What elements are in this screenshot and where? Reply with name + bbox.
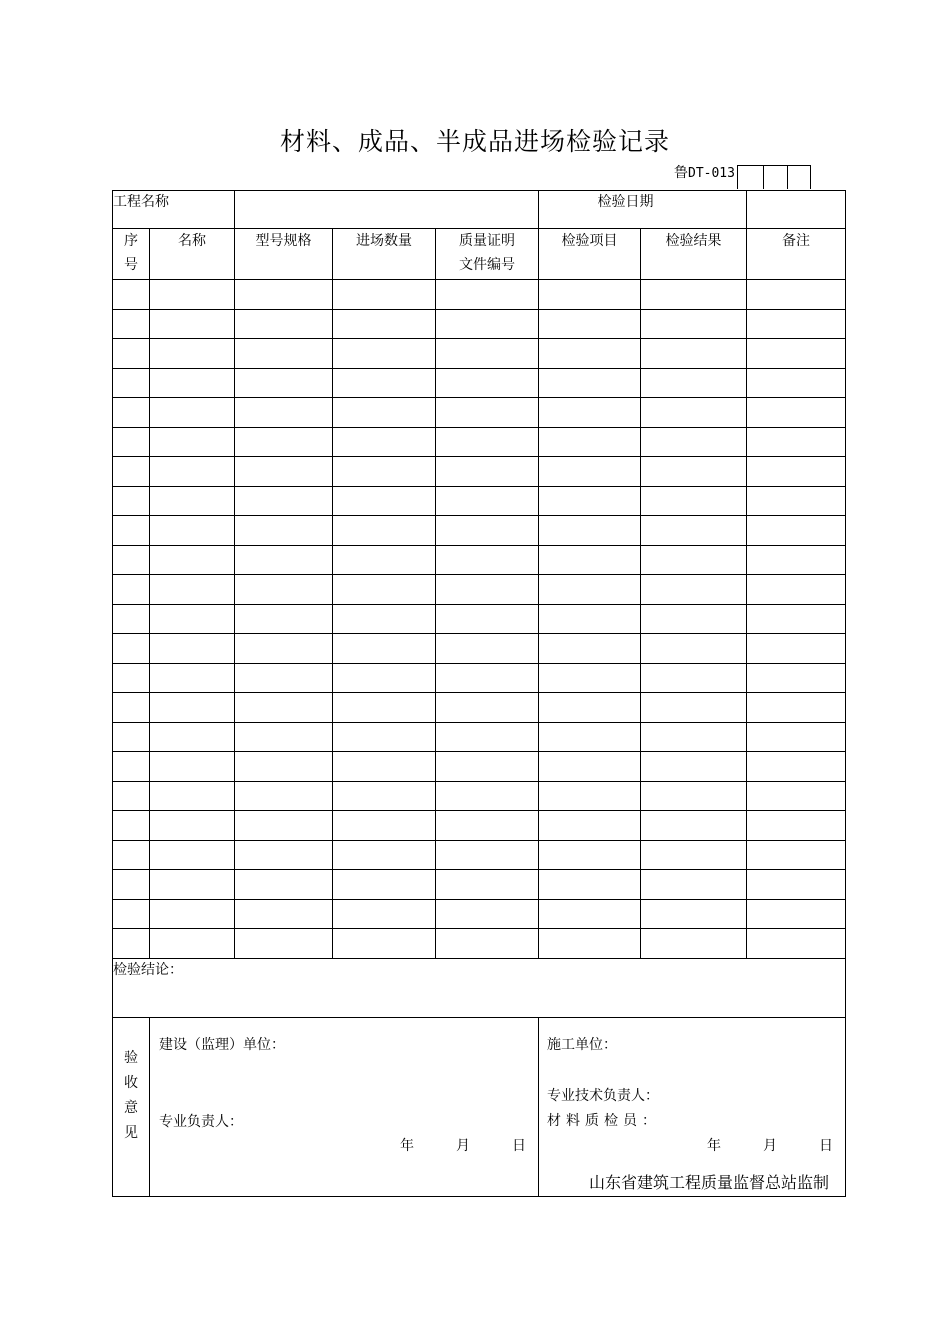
table-cell[interactable] (150, 929, 235, 959)
table-cell[interactable] (113, 663, 150, 693)
table-cell[interactable] (641, 516, 747, 546)
table-cell[interactable] (436, 486, 539, 516)
table-cell[interactable] (539, 516, 641, 546)
table-cell[interactable] (747, 457, 846, 487)
table-cell[interactable] (150, 663, 235, 693)
table-row (113, 870, 846, 900)
table-cell[interactable] (333, 634, 436, 664)
table-row (113, 575, 846, 605)
table-cell[interactable] (747, 339, 846, 369)
conclusion-label: 检验结论： (113, 961, 183, 978)
col-header-result: 检验结果 (641, 229, 747, 280)
table-cell[interactable] (539, 604, 641, 634)
table-row (113, 634, 846, 664)
inspection-date-field[interactable] (747, 191, 846, 229)
form-code-prefix: 鲁 (674, 165, 688, 181)
table-cell[interactable] (436, 722, 539, 752)
table-cell[interactable] (436, 368, 539, 398)
table-cell[interactable] (113, 840, 150, 870)
table-cell[interactable] (747, 398, 846, 428)
table-cell[interactable] (333, 575, 436, 605)
table-cell[interactable] (539, 781, 641, 811)
form-title: 材料、成品、半成品进场检验记录 (279, 127, 670, 156)
table-cell[interactable] (235, 722, 333, 752)
table-cell[interactable] (235, 604, 333, 634)
table-cell[interactable] (641, 781, 747, 811)
table-cell[interactable] (539, 752, 641, 782)
table-cell[interactable] (333, 840, 436, 870)
table-cell[interactable] (235, 693, 333, 723)
table-cell[interactable] (150, 781, 235, 811)
table-cell[interactable] (436, 663, 539, 693)
table-cell[interactable] (641, 545, 747, 575)
table-cell[interactable] (747, 634, 846, 664)
table-cell[interactable] (436, 634, 539, 664)
table-cell[interactable] (539, 634, 641, 664)
table-cell[interactable] (150, 693, 235, 723)
table-cell[interactable] (436, 516, 539, 546)
table-cell[interactable] (150, 309, 235, 339)
table-cell[interactable] (333, 929, 436, 959)
table-cell[interactable] (436, 457, 539, 487)
contractor-date: 年 月 日 (707, 1137, 834, 1154)
table-cell[interactable] (747, 368, 846, 398)
table-cell[interactable] (333, 486, 436, 516)
table-cell[interactable] (333, 368, 436, 398)
table-cell[interactable] (539, 722, 641, 752)
table-cell[interactable] (333, 280, 436, 310)
table-cell[interactable] (113, 899, 150, 929)
table-cell[interactable] (539, 457, 641, 487)
table-cell[interactable] (333, 811, 436, 841)
table-cell[interactable] (539, 575, 641, 605)
table-row (113, 899, 846, 929)
table-cell[interactable] (436, 398, 539, 428)
table-row (113, 545, 846, 575)
owner-unit-label: 建设（监理）单位： (159, 1036, 285, 1053)
table-cell[interactable] (747, 604, 846, 634)
table-cell[interactable] (333, 339, 436, 369)
table-cell[interactable] (641, 693, 747, 723)
col-header-model-spec: 型号规格 (235, 229, 333, 280)
col-header-cert-number: 质量证明 文件编号 (436, 229, 539, 280)
table-cell[interactable] (747, 693, 846, 723)
table-cell[interactable] (747, 929, 846, 959)
table-cell[interactable] (235, 634, 333, 664)
owner-signature-cell[interactable] (150, 1017, 539, 1196)
table-cell[interactable] (235, 486, 333, 516)
table-cell[interactable] (641, 899, 747, 929)
table-cell[interactable] (113, 486, 150, 516)
table-cell[interactable] (113, 545, 150, 575)
table-cell[interactable] (113, 693, 150, 723)
table-cell[interactable] (150, 457, 235, 487)
table-cell[interactable] (747, 781, 846, 811)
table-cell[interactable] (436, 781, 539, 811)
table-cell[interactable] (539, 899, 641, 929)
table-cell[interactable] (436, 545, 539, 575)
table-cell[interactable] (539, 870, 641, 900)
table-cell[interactable] (150, 811, 235, 841)
table-cell[interactable] (539, 398, 641, 428)
table-cell[interactable] (539, 427, 641, 457)
table-cell[interactable] (333, 693, 436, 723)
table-cell[interactable] (747, 486, 846, 516)
table-cell[interactable] (150, 398, 235, 428)
table-cell[interactable] (747, 545, 846, 575)
table-cell[interactable] (150, 722, 235, 752)
table-cell[interactable] (333, 752, 436, 782)
table-cell[interactable] (436, 811, 539, 841)
contractor-inspector-label: 材料质检员： (547, 1112, 662, 1129)
table-cell[interactable] (150, 575, 235, 605)
table-cell[interactable] (235, 339, 333, 369)
owner-date: 年 月 日 (400, 1137, 527, 1154)
table-cell[interactable] (235, 870, 333, 900)
table-cell[interactable] (641, 811, 747, 841)
table-cell[interactable] (641, 457, 747, 487)
table-cell[interactable] (641, 840, 747, 870)
table-row (113, 722, 846, 752)
table-cell[interactable] (235, 929, 333, 959)
table-row (113, 368, 846, 398)
table-cell[interactable] (436, 899, 539, 929)
table-cell[interactable] (436, 427, 539, 457)
table-cell[interactable] (333, 604, 436, 634)
table-cell[interactable] (641, 722, 747, 752)
table-cell[interactable] (235, 899, 333, 929)
serial-number-boxes[interactable] (737, 165, 811, 189)
table-cell[interactable] (641, 752, 747, 782)
table-cell[interactable] (436, 280, 539, 310)
col-header-seq: 序 号 (113, 229, 150, 280)
table-cell[interactable] (150, 870, 235, 900)
table-cell[interactable] (235, 811, 333, 841)
table-cell[interactable] (113, 457, 150, 487)
table-cell[interactable] (539, 693, 641, 723)
table-cell[interactable] (333, 457, 436, 487)
table-cell[interactable] (235, 663, 333, 693)
table-row (113, 339, 846, 369)
form-code-number: DT-013 (688, 166, 735, 181)
project-name-field[interactable] (235, 191, 539, 229)
table-cell[interactable] (333, 516, 436, 546)
table-cell[interactable] (539, 368, 641, 398)
table-row (113, 781, 846, 811)
table-cell[interactable] (436, 575, 539, 605)
table-row (113, 457, 846, 487)
table-cell[interactable] (333, 899, 436, 929)
data-rows (113, 280, 846, 959)
table-cell[interactable] (113, 781, 150, 811)
table-cell[interactable] (539, 339, 641, 369)
table-cell[interactable] (539, 663, 641, 693)
conclusion-cell[interactable] (113, 958, 846, 1017)
table-row (113, 398, 846, 428)
table-cell[interactable] (436, 339, 539, 369)
table-cell[interactable] (150, 899, 235, 929)
table-cell[interactable] (641, 309, 747, 339)
acceptance-side-label: 验 收 意 见 (113, 1017, 150, 1196)
table-row (113, 486, 846, 516)
table-cell[interactable] (235, 427, 333, 457)
table-row (113, 427, 846, 457)
table-cell[interactable] (539, 280, 641, 310)
inspection-record-table (112, 190, 846, 1197)
table-cell[interactable] (747, 280, 846, 310)
table-cell[interactable] (235, 368, 333, 398)
table-cell[interactable] (747, 427, 846, 457)
table-cell[interactable] (113, 870, 150, 900)
table-cell[interactable] (436, 604, 539, 634)
table-row (113, 929, 846, 959)
table-cell[interactable] (113, 811, 150, 841)
table-cell[interactable] (113, 634, 150, 664)
table-cell[interactable] (436, 840, 539, 870)
table-cell[interactable] (747, 752, 846, 782)
table-cell[interactable] (539, 929, 641, 959)
project-name-label: 工程名称 (113, 191, 235, 229)
col-header-remark: 备注 (747, 229, 846, 280)
table-cell[interactable] (150, 486, 235, 516)
table-cell[interactable] (113, 398, 150, 428)
table-cell[interactable] (333, 722, 436, 752)
table-cell[interactable] (150, 840, 235, 870)
table-cell[interactable] (150, 280, 235, 310)
table-cell[interactable] (333, 663, 436, 693)
table-cell[interactable] (539, 840, 641, 870)
table-cell[interactable] (747, 899, 846, 929)
table-row (113, 309, 846, 339)
table-cell[interactable] (747, 722, 846, 752)
table-cell[interactable] (436, 752, 539, 782)
table-cell[interactable] (333, 309, 436, 339)
table-cell[interactable] (641, 280, 747, 310)
inspection-date-label: 检验日期 (539, 191, 747, 229)
col-header-items: 检验项目 (539, 229, 641, 280)
table-cell[interactable] (235, 516, 333, 546)
table-cell[interactable] (333, 545, 436, 575)
table-cell[interactable] (436, 870, 539, 900)
table-cell[interactable] (113, 604, 150, 634)
table-cell[interactable] (539, 486, 641, 516)
table-cell[interactable] (747, 575, 846, 605)
table-cell[interactable] (150, 368, 235, 398)
table-cell[interactable] (436, 309, 539, 339)
table-cell[interactable] (641, 486, 747, 516)
table-cell[interactable] (641, 929, 747, 959)
table-cell[interactable] (113, 368, 150, 398)
table-row (113, 604, 846, 634)
col-header-name: 名称 (150, 229, 235, 280)
form-code (674, 162, 735, 182)
table-cell[interactable] (436, 693, 539, 723)
table-cell[interactable] (235, 545, 333, 575)
table-cell[interactable] (641, 427, 747, 457)
table-cell[interactable] (113, 722, 150, 752)
table-row (113, 693, 846, 723)
table-cell[interactable] (333, 427, 436, 457)
table-cell[interactable] (150, 516, 235, 546)
table-cell[interactable] (235, 575, 333, 605)
table-row (113, 811, 846, 841)
col-header-quantity: 进场数量 (333, 229, 436, 280)
table-cell[interactable] (747, 309, 846, 339)
table-cell[interactable] (747, 870, 846, 900)
table-cell[interactable] (113, 427, 150, 457)
table-cell[interactable] (150, 339, 235, 369)
table-cell[interactable] (235, 398, 333, 428)
table-cell[interactable] (539, 811, 641, 841)
table-cell[interactable] (113, 752, 150, 782)
contractor-unit-label: 施工单位： (547, 1036, 618, 1053)
table-cell[interactable] (641, 398, 747, 428)
table-cell[interactable] (235, 457, 333, 487)
table-cell[interactable] (113, 339, 150, 369)
table-cell[interactable] (235, 752, 333, 782)
table-cell[interactable] (641, 575, 747, 605)
table-cell[interactable] (113, 280, 150, 310)
table-row (113, 280, 846, 310)
table-cell[interactable] (539, 309, 641, 339)
table-row (113, 752, 846, 782)
table-cell[interactable] (333, 781, 436, 811)
table-cell[interactable] (641, 663, 747, 693)
table-cell[interactable] (150, 752, 235, 782)
issuer-footer: 山东省建筑工程质量监督总站监制 (589, 1173, 830, 1192)
table-cell[interactable] (747, 663, 846, 693)
owner-person-label: 专业负责人： (159, 1113, 243, 1130)
table-row (113, 663, 846, 693)
table-cell[interactable] (150, 634, 235, 664)
table-cell[interactable] (747, 811, 846, 841)
table-cell[interactable] (333, 870, 436, 900)
table-cell[interactable] (150, 604, 235, 634)
table-cell[interactable] (113, 309, 150, 339)
table-cell[interactable] (150, 545, 235, 575)
table-row (113, 840, 846, 870)
table-cell[interactable] (235, 781, 333, 811)
contractor-tech-label: 专业技术负责人： (547, 1087, 660, 1104)
table-cell[interactable] (333, 398, 436, 428)
table-cell[interactable] (747, 840, 846, 870)
table-row (113, 516, 846, 546)
table-cell[interactable] (235, 280, 333, 310)
table-cell[interactable] (641, 604, 747, 634)
table-cell[interactable] (235, 840, 333, 870)
table-cell[interactable] (641, 634, 747, 664)
table-cell[interactable] (436, 929, 539, 959)
table-cell[interactable] (641, 339, 747, 369)
table-cell[interactable] (113, 929, 150, 959)
table-cell[interactable] (539, 545, 641, 575)
table-cell[interactable] (235, 309, 333, 339)
table-cell[interactable] (150, 427, 235, 457)
table-cell[interactable] (641, 368, 747, 398)
table-cell[interactable] (113, 516, 150, 546)
table-cell[interactable] (641, 870, 747, 900)
table-cell[interactable] (113, 575, 150, 605)
table-cell[interactable] (747, 516, 846, 546)
